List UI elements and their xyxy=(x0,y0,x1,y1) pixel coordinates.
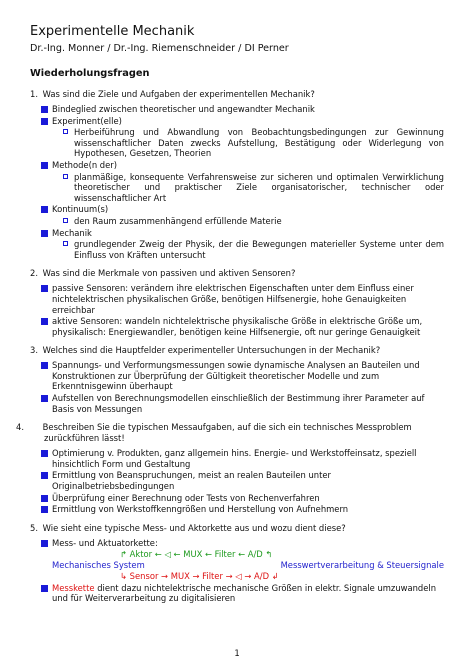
chain-right-label: Messwertverarbeitung & Steuersignale xyxy=(280,560,444,570)
question-5-text: 5. Wie sieht eine typische Mess- und Aktorkette aus und wozu dient diese? xyxy=(30,522,346,533)
list-item: Ermittlung von Werkstoffkenngrößen und Herstellung von Aufnehmern xyxy=(30,504,444,515)
bullet-square-icon xyxy=(41,585,48,592)
chain-top-row: ↱ Aktor ← ◁ ← MUX ← Filter ← A/D ↰ xyxy=(120,549,273,560)
bullet-hollow-square-icon xyxy=(63,129,68,134)
bullet-hollow-square-icon xyxy=(63,174,68,179)
list-item: Ermittlung von Beanspruchungen, meist an realen Bauteilen unter Originalbetriebsbedingungen xyxy=(30,470,444,491)
list-item: Kontinuum(s) xyxy=(30,204,444,215)
question-4-text: 4. Beschreiben Sie die typischen Messaufgaben, auf die sich ein technisches Messproblem zurückführen lässt! xyxy=(16,422,412,444)
bullet-square-icon xyxy=(41,506,48,513)
list-item: Überprüfung einer Berechnung oder Tests von Rechenverfahren xyxy=(30,493,444,504)
bullet-square-icon xyxy=(41,318,48,325)
list-item: Bindeglied zwischen theoretischer und angewandter Mechanik xyxy=(30,104,444,115)
question-5 xyxy=(30,523,444,604)
sub-list-item: Herbeiführung und Abwandlung von Beobachtungsbedingungen zur Gewinnung wissenschaftlicher Daten zwecks Aufstellung, Bestätigung oder Widerlegung von Hypothesen, Gesetzen, Theorien xyxy=(30,127,444,159)
question-4 xyxy=(16,422,444,515)
list-item: Experiment(elle) xyxy=(30,116,444,127)
list-item: Mess- und Aktuatorkette: xyxy=(30,538,444,549)
bullet-square-icon xyxy=(41,162,48,169)
bullet-square-icon xyxy=(41,230,48,237)
list-item: aktive Sensoren: wandeln nichtelektrische physikalische Größe in elektrische Größe um, physikalisch: Energiewandler, benötigen keine Hilfsenergie, oft nur geringe Genauigkeit xyxy=(30,316,444,337)
sub-list-item: planmäßige, konsequente Verfahrensweise zur sicheren und optimalen Verwirklichung theoretischer und praktischer Ziele organisatorischer, technischer oder wissenschaftlicher Art xyxy=(30,172,444,204)
list-item: passive Sensoren: verändern ihre elektrischen Eigenschaften unter dem Einfluss einer nichtelektrischen physikalischen Größe, benötigen Hilfsenergie, hohe Genauigkeiten erreichbar xyxy=(30,283,444,315)
bullet-hollow-square-icon xyxy=(63,218,68,223)
bullet-square-icon xyxy=(41,395,48,402)
sub-list-item: grundlegender Zweig der Physik, der die Bewegungen materieller Systeme unter dem Einfluss von Kräften untersucht xyxy=(30,239,444,260)
question-3 xyxy=(30,345,444,414)
bullet-square-icon xyxy=(41,450,48,457)
chain-left-label: Mechanisches System xyxy=(52,560,145,570)
question-1-text: 1. Was sind die Ziele und Aufgaben der experimentellen Mechanik? xyxy=(30,89,315,99)
bullet-square-icon xyxy=(41,495,48,502)
list-item: Optimierung v. Produkten, ganz allgemein hins. Energie- und Werkstoffeinsatz, speziell hinsichtlich Form und Gestaltung xyxy=(30,448,444,469)
page-number: 1 xyxy=(234,648,240,658)
list-item: Messkette dient dazu nichtelektrische mechanische Größen in elektr. Signale umzuwandeln und für Weiterverarbeitung zu digitalisieren xyxy=(30,583,444,604)
list-item: Mechanik xyxy=(30,228,444,239)
list-item: Aufstellen von Berechnungsmodellen einschließlich der Bestimmung ihrer Parameter auf Basis von Messungen xyxy=(30,393,444,414)
question-2 xyxy=(30,268,444,337)
bullet-square-icon xyxy=(41,362,48,369)
question-3-text: 3. Welches sind die Hauptfelder experimenteller Untersuchungen in der Mechanik? xyxy=(30,345,381,356)
document-title: Experimentelle Mechanik xyxy=(30,24,195,39)
authors-line: Dr.-Ing. Monner / Dr.-Ing. Riemenschneider / DI Perner xyxy=(30,43,289,54)
measurement-chain-diagram xyxy=(30,549,444,581)
chain-middle-row xyxy=(30,560,444,571)
bullet-square-icon xyxy=(41,118,48,125)
chain-bottom-row: ↳ Sensor → MUX → Filter → ◁ → A/D ↲ xyxy=(120,571,279,581)
document-page xyxy=(16,24,444,612)
bullet-square-icon xyxy=(41,472,48,479)
list-item: Methode(n der) xyxy=(30,160,444,171)
sub-list-item: den Raum zusammenhängend erfüllende Materie xyxy=(30,216,444,227)
list-item: Spannungs- und Verformungsmessungen sowie dynamische Analysen an Bauteilen und Konstruktionen zur Überprüfung der Gültigkeit theoretischer Modelle und zum Erkenntnisgewinn überhaupt xyxy=(30,360,444,392)
question-1 xyxy=(30,89,444,260)
bullet-square-icon xyxy=(41,285,48,292)
bullet-square-icon xyxy=(41,106,48,113)
bullet-square-icon xyxy=(41,540,48,547)
bullet-hollow-square-icon xyxy=(63,241,68,246)
section-heading: Wiederholungsfragen xyxy=(30,68,150,79)
bullet-square-icon xyxy=(41,206,48,213)
question-2-text: 2. Was sind die Merkmale von passiven und aktiven Sensoren? xyxy=(30,268,296,279)
